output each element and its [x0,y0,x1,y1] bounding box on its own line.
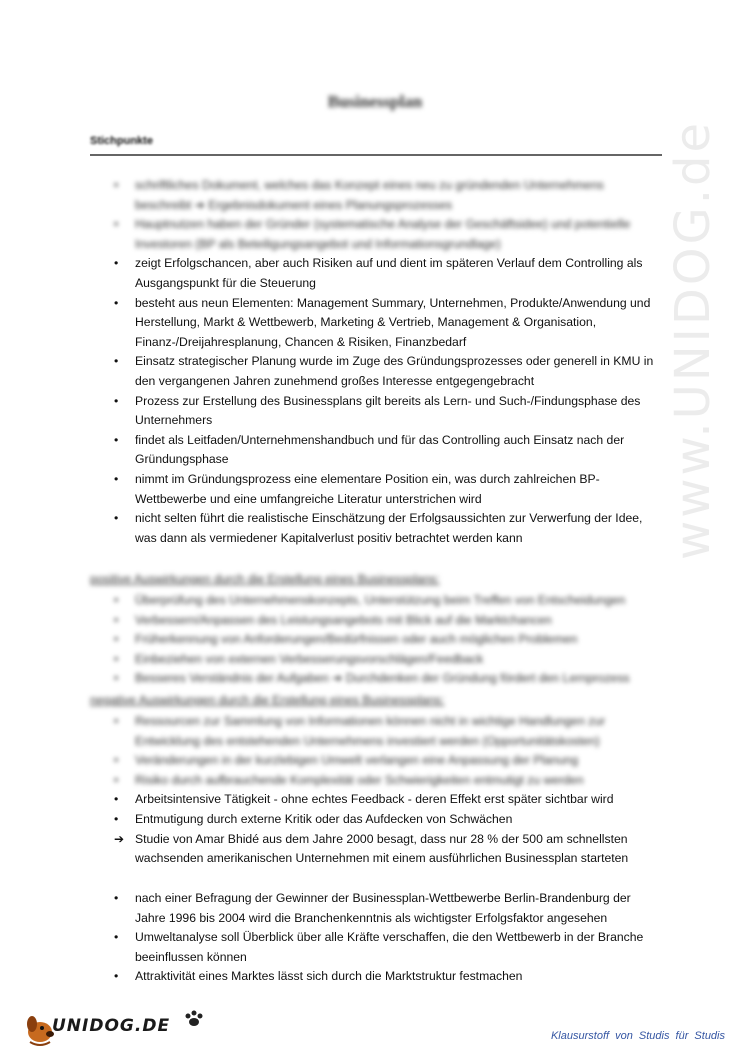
list-item [90,790,662,810]
bullet-icon: • [114,671,119,686]
bullet-icon: • [114,217,119,232]
list-item [90,712,662,751]
list-item [90,294,662,353]
logo-text: UNIDOG.DE [52,1016,171,1036]
section-label: Stichpunkte [90,135,153,147]
list-item-text: nach einer Befragung der Gewinner der Businessplan-Wettbewerbe Berlin-Brandenburg der Jahre 1996 bis 2004 wird die Branchenkenntnis als wichtigster Erfolgsfaktor angesehen [135,891,631,925]
bullet-icon: • [114,632,119,647]
list-item-text: Entmutigung durch externe Kritik oder das Aufdecken von Schwächen [135,811,513,826]
list-item-text: Früherkennung von Anforderungen/Bedürfnissen oder auch möglichen Problemen [135,632,578,647]
bullet-icon: • [114,432,119,447]
section-divider [90,154,662,156]
list-item-text: Einbeziehen von externen Verbesserungsvorschlägen/Feedback [135,651,484,666]
bullet-icon: • [114,753,119,768]
list-item-text: Arbeitsintensive Tätigkeit - ohne echtes Feedback - deren Effekt erst später sichtbar wird [135,792,614,807]
list-item [90,771,662,791]
list-item [90,392,662,431]
watermark: www.UNIDOG.de [665,119,721,560]
list-item-text: schriftliches Dokument, welches das Konzept eines neu zu gründenden Unternehmens beschreibt ➔ Ergebnisdokument eines Planungsprozesses [135,178,604,212]
bullet-icon: • [114,612,119,627]
page-title: Businessplan [327,92,423,111]
list-item [90,889,662,928]
bullet-icon: • [114,593,119,607]
list-item [90,254,662,293]
list-item [90,470,662,509]
list-item [90,650,662,670]
bullet-icon: • [114,891,119,905]
list-item-text: zeigt Erfolgschancen, aber auch Risiken auf und dient im späteren Verlauf dem Controlling als Ausgangspunkt für die Steuerung [135,256,643,290]
bullet-icon: • [114,295,119,310]
list-item-text: Attraktivität eines Marktes lässt sich durch die Marktstruktur festmachen [135,969,523,984]
footer-text[interactable]: Klausurstoff von Studis für Studis [550,1030,725,1042]
bullet-list-bottom [90,889,662,987]
list-item-text: nimmt im Gründungsprozess eine elementare Position ein, was durch zahlreichen BP-Wettbewerbe und eine umfangreiche Literatur unterstrichen wird [135,471,600,506]
list-item [90,611,662,631]
bullet-icon: • [114,178,119,192]
bullet-icon: • [114,511,119,526]
list-item [90,431,662,470]
list-item-text: besteht aus neun Elementen: Management Summary, Unternehmen, Produkte/Anwendung und Herstellung, Markt & Wettbewerb, Marketing & Vertrieb, Management & Organisation, Finanz-/Dreijahresplanung, Chancen & Risiken, Finanzbedarf [135,295,651,349]
list-item-text: Besseres Verständnis der Aufgaben ➔ Durchdenken der Gründung fördert den Lernprozess [135,671,630,686]
list-item [90,509,662,548]
list-item-text: nicht selten führt die realistische Einschätzung der Erfolgsaussichten zur Verwerfung der Idee, was dann als vermiedener Kapitalverlust positiv betrachtet werden kann [135,511,643,545]
bullet-icon: • [114,772,119,787]
list-item-text: Risiko durch aufbrauchende Komplexität oder Schwierigkeiten entmutigt zu werden [135,772,584,787]
list-item-text: Veränderungen in der kurzlebigen Umwelt verlangen eine Anpassung der Planung [135,753,579,768]
list-item-text: Umweltanalyse soll Überblick über alle Kräfte verschaffen, die den Wettbewerb in der Branche beeinflussen können [135,930,644,964]
bullet-icon: • [114,714,119,728]
bullet-icon: • [114,792,119,807]
list-item [90,176,662,215]
list-item-text: Prozess zur Erstellung des Businessplans gilt bereits als Lern- und Such-/Findungsphase des Unternehmers [135,393,641,428]
negative-heading: negative Auswirkungen durch die Erstellung eines Businessplans: [90,693,445,707]
list-item [90,669,662,689]
list-item [90,928,662,967]
list-item-text: findet als Leitfaden/Unternehmenshandbuch und für das Controlling auch Einsatz nach der Gründungsphase [135,432,625,467]
bullet-icon: • [114,651,119,666]
bullet-icon: • [114,354,119,369]
bullet-icon: • [114,930,119,945]
list-item [90,630,662,650]
list-item [90,967,662,987]
arrow-icon: ➔ [114,831,125,846]
list-item [90,830,662,869]
list-item-text: Hauptnutzen haben der Gründer (systematische Analyse der Geschäftsidee) und potentielle Investoren (BP als Beteiligungsangebot und Informationsgrundlage) [135,217,631,251]
list-item [90,751,662,771]
bullet-icon: • [114,256,119,271]
list-item [90,352,662,391]
bullet-list-positive [90,591,662,689]
bullet-icon: • [114,471,119,486]
bullet-icon: • [114,393,119,408]
list-item [90,810,662,830]
list-item-text: Studie von Amar Bhidé aus dem Jahre 2000 besagt, dass nur 28 % der 500 am schnellsten wachsenden amerikanischen Unternehmen mit einem ausführlichen Businessplan starteten [135,831,629,866]
positive-heading: positive Auswirkungen durch die Erstellung eines Businessplans: [90,572,440,586]
list-item [90,591,662,611]
bullet-list-negative [90,712,662,869]
bullet-icon: • [114,811,119,826]
list-item [90,215,662,254]
bullet-list-top [90,176,662,548]
list-item-text: Überprüfung des Unternehmenskonzepts, Unterstützung beim Treffen von Entscheidungen [135,593,626,607]
bullet-icon: • [114,969,119,984]
list-item-text: Ressourcen zur Sammlung von Informationen können nicht in wichtige Handlungen zur Entwicklung des entstehenden Unternehmens investiert werden (Opportunitätskosten) [135,714,606,748]
list-item-text: Einsatz strategischer Planung wurde im Zuge des Gründungsprozesses oder generell in KMU in den vergangenen Jahren zunehmend großes Interesse entgegengebracht [135,354,654,388]
list-item-text: Verbessern/Anpassen des Leistungsangebots mit Blick auf die Marktchancen [135,612,552,627]
